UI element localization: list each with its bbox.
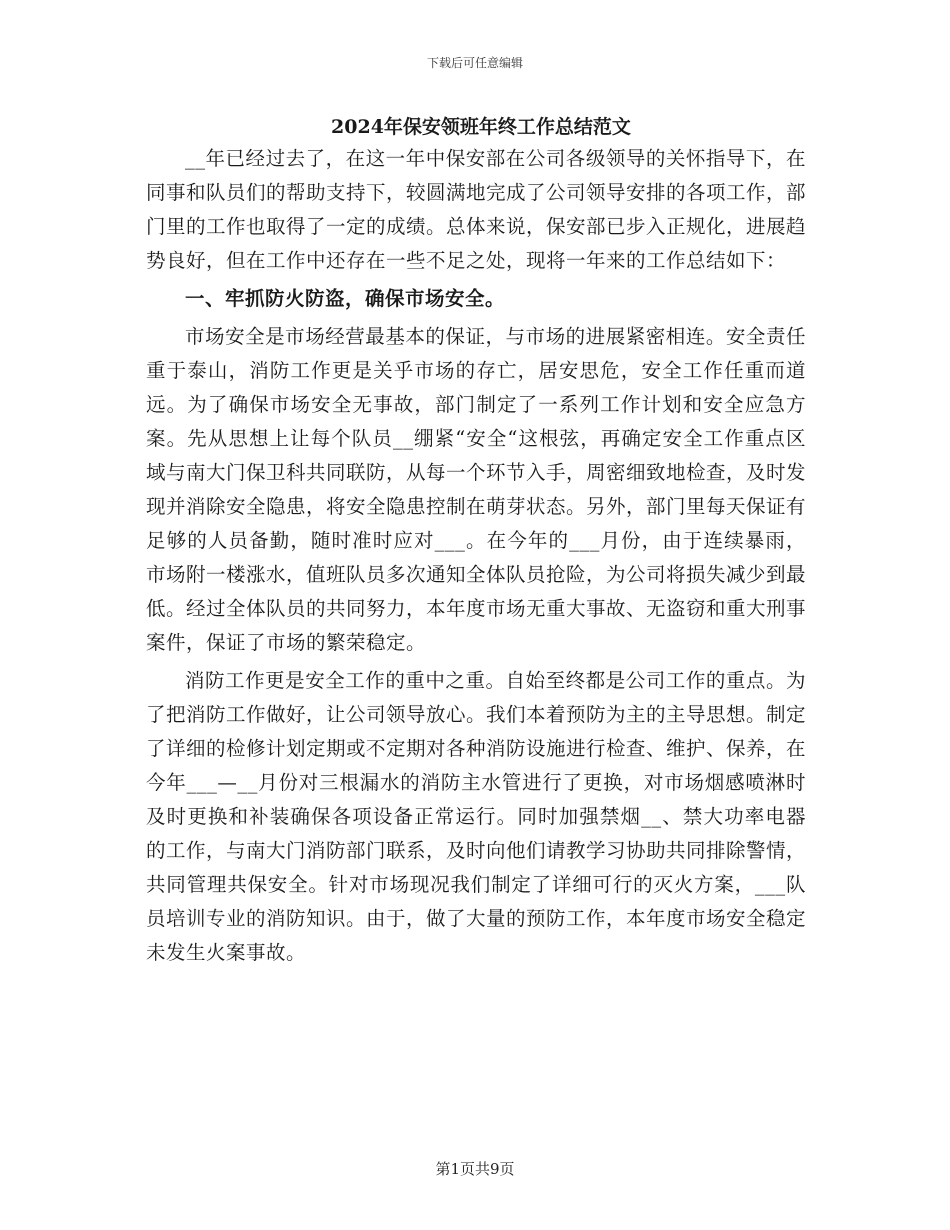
header-note: 下载后可任意编辑 xyxy=(426,56,523,70)
page-footer: 第1页共9页 xyxy=(435,1160,515,1178)
section-heading-1: 一、牢抓防火防盗，确保市场安全。 xyxy=(185,287,506,310)
document-body xyxy=(146,112,806,970)
paragraph-market-safety: 市场安全是市场经营最基本的保证，与市场的进展紧密相连。安全责任重于泰山，消防工作更是关乎市场的存亡，居安思危，安全工作任重而道远。为了确保市场安全无事故，部门制定了一系列工作计划和安全应急方案。先从思想上让每个队员__绷紧“安全“这根弦，再确定安全工作重点区域与南大门保卫科共同联防，从每一个环节入手，周密细致地检查，及时发现并消除安全隐患，将安全隐患控制在萌芽状态。另外，部门里每天保证有足够的人员备勤，随时准时应对___。在今年的___月份，由于连续暴雨，市场附一楼涨水，值班队员多次通知全体队员抢险，为公司将损失减少到最低。经过全体队员的共同努力，本年度市场无重大事故、无盗窃和重大刑事案件，保证了市场的繁荣稳定。 xyxy=(146,325,807,654)
document-title: 2024年保安领班年终工作总结范文 xyxy=(331,116,631,138)
paragraph-fire-safety: 消防工作更是安全工作的重中之重。自始至终都是公司工作的重点。为了把消防工作做好，让公司领导放心。我们本着预防为主的主导思想。制定了详细的检修计划定期或不定期对各种消防设施进行检查、维护、保养，在今年___—__月份对三根漏水的消防主水管进行了更换，对市场烟感喷淋时及时更换和补装确保各项设备正常运行。同时加强禁烟__、禁大功率电器的工作，与南大门消防部门联系，及时向他们请教学习协助共同排除警情，共同管理共保安全。针对市场现况我们制定了详细可行的灭火方案，___队员培训专业的消防知识。由于，做了大量的预防工作，本年度市场安全稳定未发生火案事故。 xyxy=(146,669,807,964)
paragraph-intro: __年已经过去了，在这一年中保安部在公司各级领导的关怀指导下，在同事和队员们的帮助支持下，较圆满地完成了公司领导安排的各项工作，部门里的工作也取得了一定的成绩。总体来说，保安部已步入正规化，进展趋势良好，但在工作中还存在一些不足之处，现将一年来的工作总结如下： xyxy=(146,147,807,272)
